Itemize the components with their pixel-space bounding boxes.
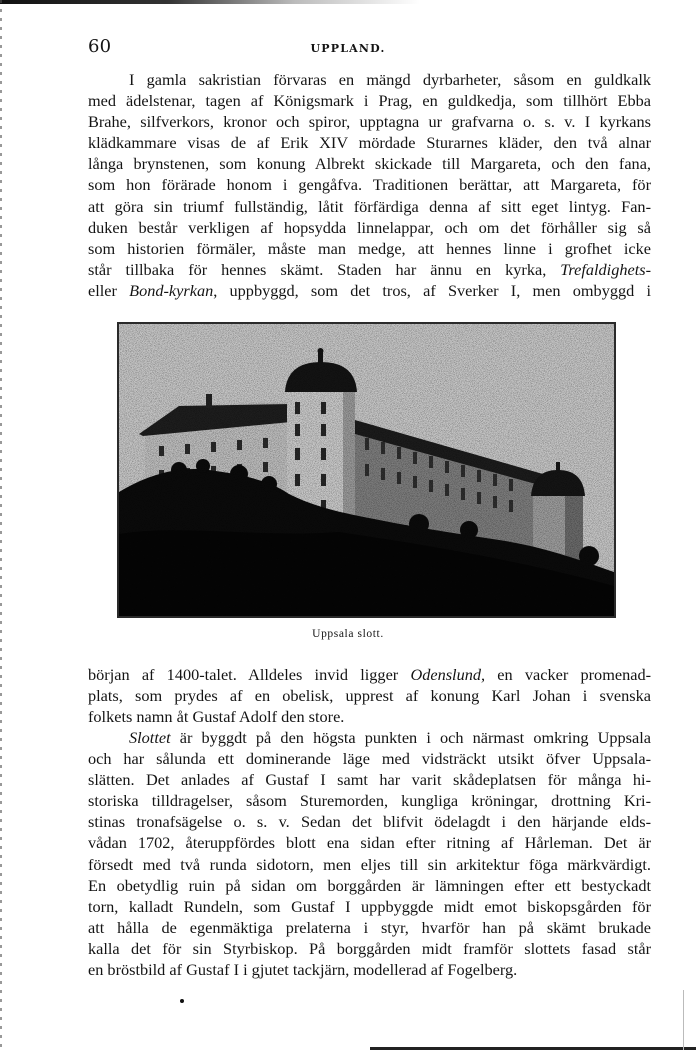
text-line: slätten. Det anlades af Gustaf I samt har varit skådeplatsen för många hi- [88,770,651,790]
castle-illustration [119,324,614,616]
text-line: storiska tilldragelser, såsom Sturemorden, kungliga kröningar, drottning Kri- [88,791,651,811]
text-line: En obetydlig ruin på sidan om borggården är lämningen efter ett bestyckadt [88,875,651,895]
scan-edge-left [0,0,2,1050]
text-line: duken består verkligen af hopsydda linnelappar, och om det förhåller sig så [88,217,651,237]
text-run: eller [88,280,130,300]
text-run: står tillbaka för hennes skämt. Staden har ännu en kyrka, [88,259,561,279]
paragraph-3 [88,727,651,980]
scan-edge-top [0,0,420,4]
text-run: är byggdt på den högsta punkten i och närmast omkring Uppsala [170,728,651,747]
text-run: början af 1400-talet. Alldeles invid ligger [88,665,411,684]
text-line: vådan 1702, återuppfördes blott ena sidan efter ritning af Hårleman. Det är [88,833,651,853]
page-number: 60 [88,36,112,57]
text-line: en bröstbild af Gustaf I i gjutet tackjärn, modellerad af Fogelberg. [88,960,518,980]
text-line: försedt med två runda sidotorn, men eljes till sin arkitektur föga märkvärdigt. [88,854,651,874]
text-line [88,727,651,748]
text-line: folkets namn åt Gustaf Adolf den store. [88,707,345,727]
text-line [88,664,651,685]
text-line: och har sålunda ett dominerande läge med vidsträckt utsikt öfver Uppsala- [88,749,651,769]
church-name-italic: Bond-kyrkan [129,280,214,300]
church-name-italic: Trefaldighets- [560,259,651,279]
text-line: att göra sin triumf fullständig, låtit förfärdiga denna af sitt eget lintyg. Fan- [88,196,651,216]
text-line: stinas tronafsägelse o. s. v. Sedan det blifvit ödelagdt i den härjande elds- [88,812,651,832]
running-head: UPPLAND. [310,42,386,55]
ink-speck [180,999,184,1003]
text-line: långa brynstenen, som konung Albrekt skickade till Margareta, och den fana, [88,154,651,174]
text-line: I gamla sakristian förvaras en mängd dyrbarheter, såsom en guldkalk [129,70,651,89]
scan-edge-right [683,990,684,1050]
text-line: Brahe, silfverkors, kronor och spiror, upptagna ur grafvarna o. s. v. I kyrkans [88,112,651,132]
section-keyword-italic: Slottet [129,728,171,747]
text-line: som hon förärade honom i gengåfva. Traditionen berättar, att Margareta, för [88,175,651,195]
text-run: , uppbyggd, som det tros, af Sverker I, men ombyggd i [213,280,651,300]
text-line [88,259,651,280]
text-line: att hålla de egenmäktiga prelaterna i styr, hvarför han på skämt brukade [88,917,651,937]
paragraph-1 [88,69,651,301]
text-line: klädkammare visas de af Erik XIV mördade Sturarnes kläder, den två alnar [88,133,651,153]
text-line: torn, kalladt Rundeln, som Gustaf I uppbyggde midt emot biskopsgården för [88,896,651,916]
text-line: som historien förmäler, måste man medge, att hennes linne i grofhet icke [88,238,651,258]
text-line: plats, som prydes af en obelisk, upprest af konung Karl Johan i svenska [88,686,651,706]
paragraph-2 [88,664,651,727]
text-line: med ädelstenar, tagen af Königsmark i Prag, en guldkedja, som tillhört Ebba [88,91,651,111]
figure-caption: Uppsala slott. [312,628,384,640]
text-run: en vacker promenad- [485,665,652,684]
text-line: kalla det för sin Styrbiskop. På borggården midt framför slottets fasad står [88,938,651,958]
castle-photograph [117,322,616,618]
place-name-italic: Odenslund, [410,665,486,684]
text-line [88,280,651,301]
